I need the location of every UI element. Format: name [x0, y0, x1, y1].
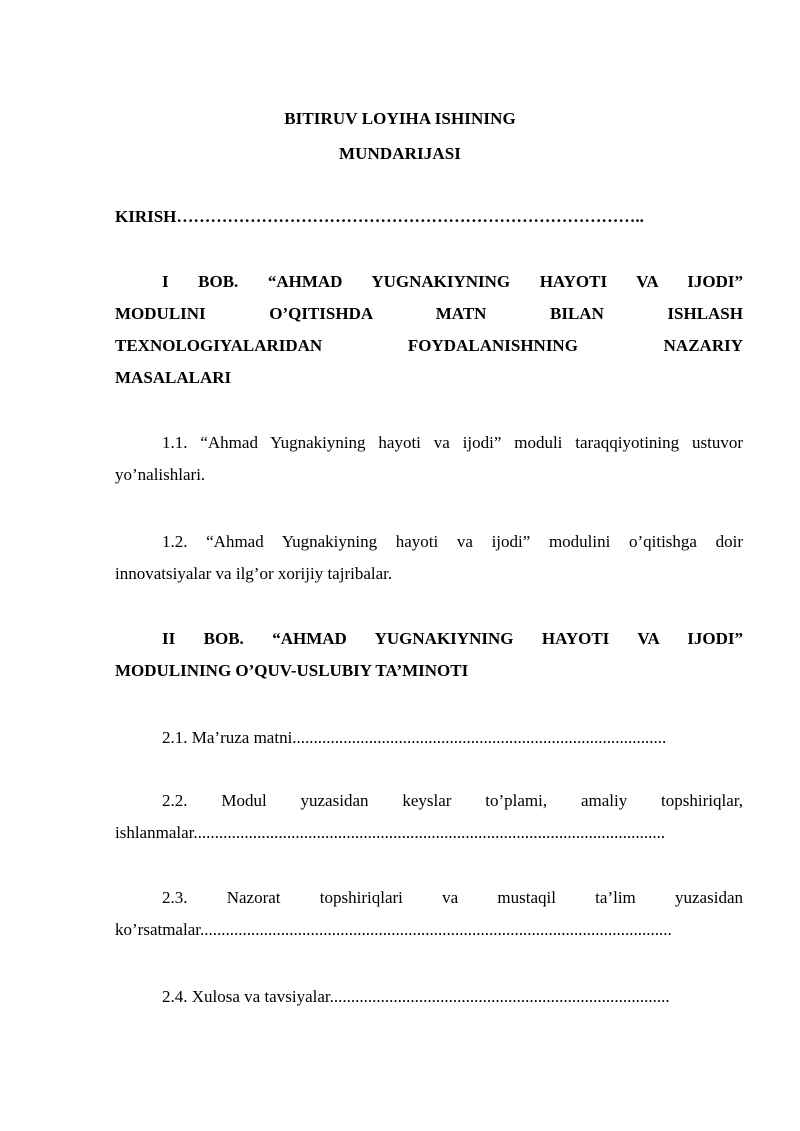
- toc-title-line-1: BITIRUV LOYIHA ISHINING: [284, 109, 516, 128]
- item-2-3-line-1: 2.3. Nazorat topshiriqlari va mustaqil ta’lim yuzasidan: [162, 888, 743, 907]
- chapter-1-line-4: MASALALARI: [115, 368, 232, 387]
- item-2-3-line-2: ko’rsatmalar...............................................................................................................: [115, 920, 672, 939]
- item-2-2-line-1: 2.2. Modul yuzasidan keyslar to’plami, amaliy topshiriqlar,: [162, 791, 743, 810]
- toc-chapter-2: [115, 623, 743, 687]
- toc-chapter-1: [115, 266, 743, 394]
- chapter-1-line-2: MODULINI O’QITISHDA MATN BILAN ISHLASH: [115, 304, 743, 323]
- chapter-2-line-2: MODULINING O’QUV-USLUBIY TA’MINOTI: [115, 661, 469, 680]
- chapter-1-line-3: TEXNOLOGIYALARIDAN FOYDALANISHNING NAZARIY: [115, 336, 743, 355]
- toc-item-2-3: [115, 882, 743, 946]
- item-1-2-line-1: 1.2. “Ahmad Yugnakiyning hayoti va ijodi” modulini o’qitishga doir: [162, 532, 743, 551]
- item-1-1-line-1: 1.1. “Ahmad Yugnakiyning hayoti va ijodi” moduli taraqqiyotining ustuvor: [162, 433, 743, 452]
- toc-item-2-2: [115, 785, 743, 849]
- chapter-1-line-1: I BOB. “AHMAD YUGNAKIYNING HAYOTI VA IJODI”: [162, 272, 743, 291]
- item-1-1-line-2: yo’nalishlari.: [115, 465, 206, 484]
- toc-title-line-2: MUNDARIJASI: [339, 144, 461, 163]
- toc-item-2-1: 2.1. Ma’ruza matni........................................................................................: [162, 728, 667, 747]
- item-2-2-line-2: ishlanmalar...............................................................................................................: [115, 823, 666, 842]
- toc-item-2-4: 2.4. Xulosa va tavsiyalar................................................................................: [162, 987, 670, 1006]
- item-1-2-line-2: innovatsiyalar va ilg’or xorijiy tajribalar.: [115, 564, 393, 583]
- chapter-2-line-1: II BOB. “AHMAD YUGNAKIYNING HAYOTI VA IJODI”: [162, 629, 743, 648]
- toc-item-1-1: [115, 427, 743, 491]
- toc-intro: KIRISH………………………………………………………………………..: [115, 207, 644, 226]
- toc-item-1-2: [115, 526, 743, 590]
